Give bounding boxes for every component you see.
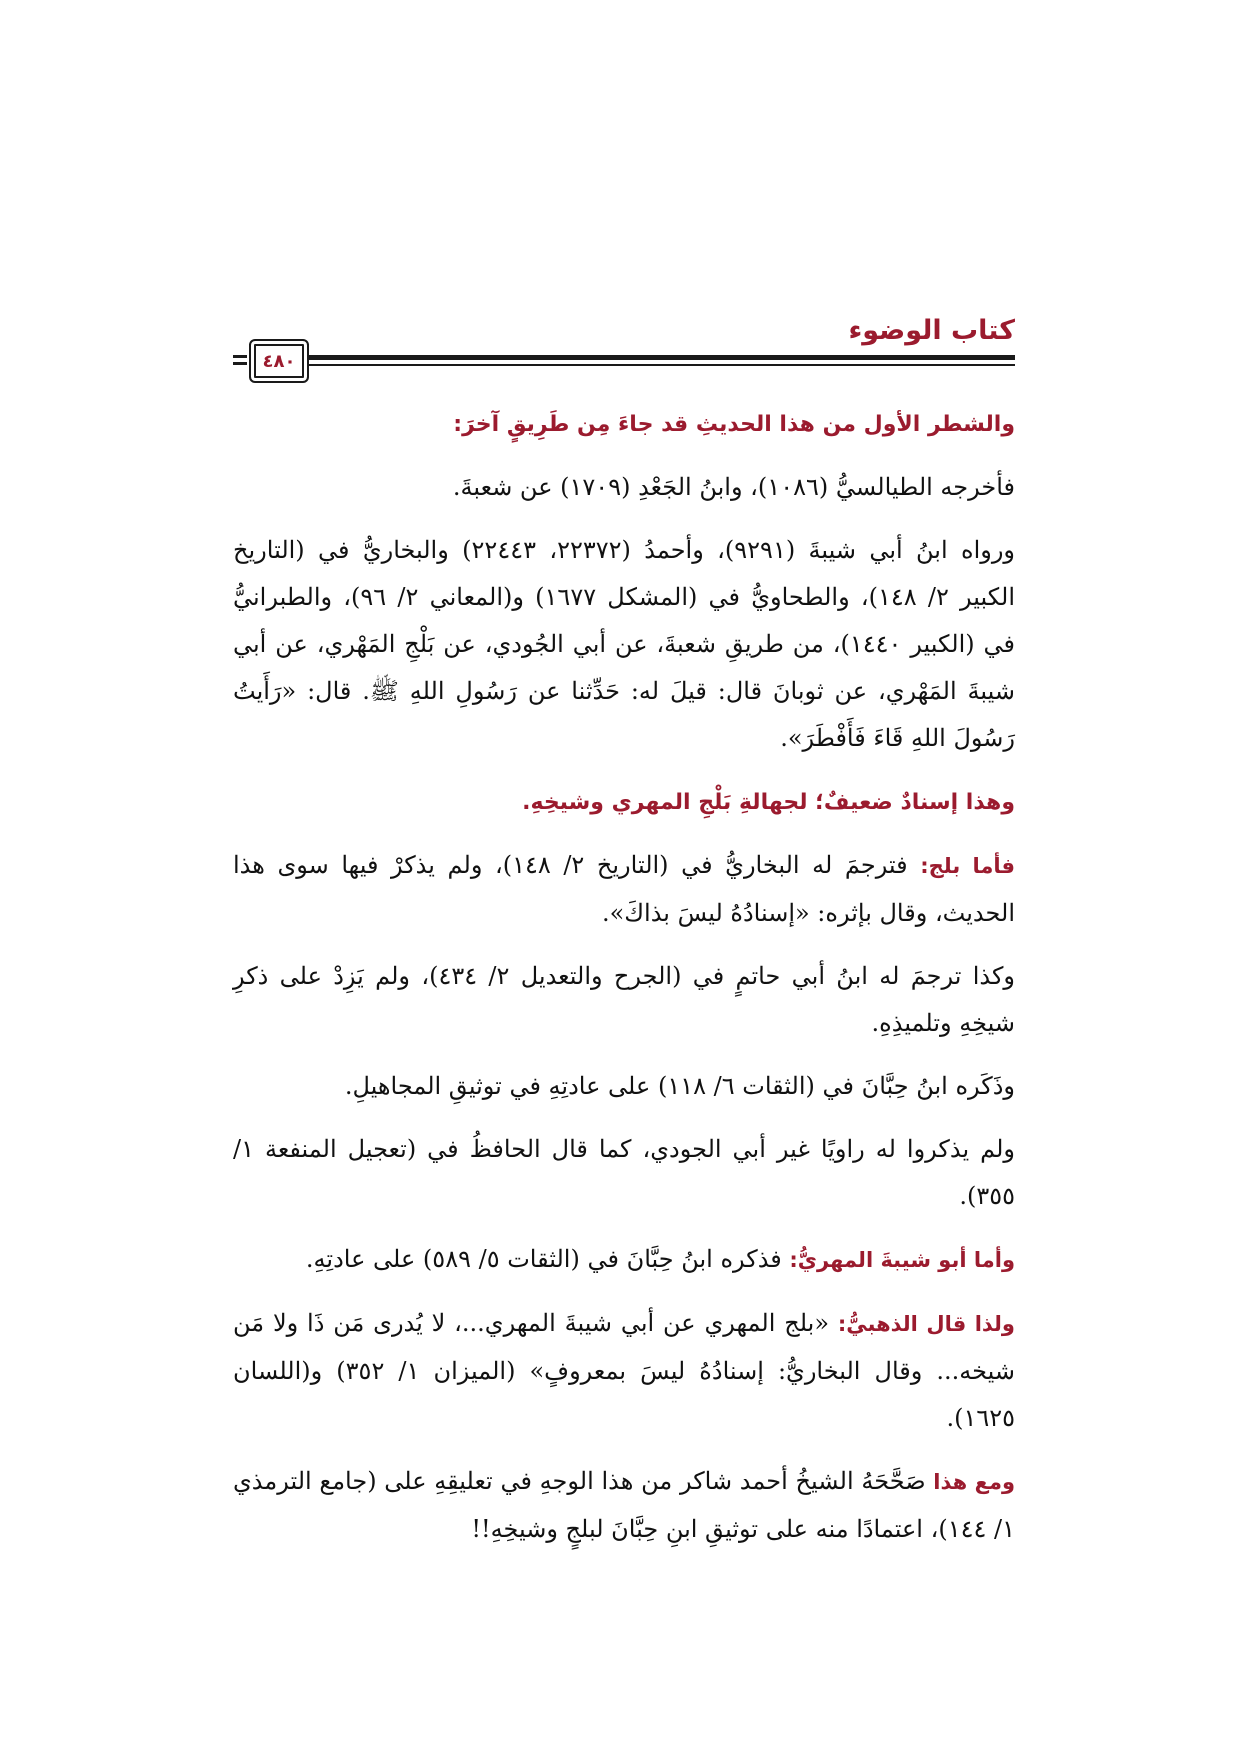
page-number: ٤٨٠ bbox=[262, 350, 296, 372]
paragraph-9 bbox=[233, 1458, 1015, 1553]
paragraph-text: صَحَّحَهُ الشيخُ أحمد شاكر من هذا الوجهِ في تعليقِهِ على (جامع الترمذي ١/ ١٤٤)، اعتمادًا منه على توثيقِ ابنِ حِبَّانَ لبلجٍ وشيخِهِ!! bbox=[233, 1467, 1015, 1543]
paragraph-lead: ولذا قال الذهبيُّ: bbox=[837, 1312, 1015, 1336]
paragraph-1: فأخرجه الطيالسيُّ (١٠٨٦)، وابنُ الجَعْدِ (١٧٠٩) عن شعبةَ. bbox=[452, 473, 1015, 501]
header-rule-left-bottom bbox=[233, 362, 247, 365]
section-heading-1 bbox=[233, 400, 1015, 448]
paragraph-7 bbox=[233, 1236, 1015, 1284]
paragraph-3 bbox=[233, 842, 1015, 937]
paragraph-6: ولم يذكروا له راويًا غير أبي الجودي، كما قال الحافظُ في (تعجيل المنفعة ١/ ٣٥٥). bbox=[233, 1135, 1015, 1210]
paragraph-text: «بلج المهري عن أبي شيبةَ المهري...، لا يُدرى مَن ذَا ولا مَن شيخه... وقال البخاريُّ: إسنادُهُ ليسَ بمعروفٍ» (الميزان ١/ ٣٥٢) و(اللسان ١٦٢٥). bbox=[233, 1309, 1015, 1432]
page-body bbox=[233, 400, 1015, 1569]
book-title: كتاب الوضوء bbox=[848, 315, 1015, 346]
header-rule-thick bbox=[307, 355, 1015, 360]
paragraph-lead: ومع هذا bbox=[933, 1470, 1015, 1494]
page-number-badge bbox=[249, 339, 309, 383]
paragraph-4: وكذا ترجمَ له ابنُ أبي حاتمٍ في (الجرح والتعديل ٢/ ٤٣٤)، ولم يَزِدْ على ذكرِ شيخِهِ وتلميذِهِ. bbox=[233, 962, 1016, 1037]
header-rule-thin bbox=[307, 364, 1015, 366]
paragraph-text: فترجمَ له البخاريُّ في (التاريخ ٢/ ١٤٨)، ولم يذكرْ فيها سوى هذا الحديث، وقال بإثره: «إسنادُهُ ليسَ بذاكَ». bbox=[233, 851, 1015, 927]
paragraph-2: ورواه ابنُ أبي شيبةَ (٩٢٩١)، وأحمدُ (٢٢٣٧٢، ٢٢٤٤٣) والبخاريُّ في (التاريخ الكبير ٢/ ١٤٨)، والطحاويُّ في (المشكل ١٦٧٧) و(المعاني ٢/ ٩٦)، والطبرانيُّ في (الكبير ١٤٤٠)، من طريقِ شعبةَ، عن أبي الجُودي، عن بَلْجِ المَهْري، عن أبي شيبةَ المَهْري، عن ثوبانَ قال: قيلَ له: حَدِّثنا عن رَسُولِ اللهِ ﷺ. قال: «رَأَيتُ رَسُولَ اللهِ قَاءَ فَأَفْطَرَ». bbox=[233, 536, 1016, 752]
heading-text: وهذا إسنادٌ ضعيفٌ؛ لجهالةِ بَلْجِ المهري وشيخِهِ. bbox=[522, 790, 1015, 815]
paragraph-lead: فأما بلج: bbox=[920, 854, 1015, 878]
paragraph-lead: وأما أبو شيبةَ المهريُّ: bbox=[789, 1248, 1015, 1272]
paragraph-5: وذَكَره ابنُ حِبَّانَ في (الثقات ٦/ ١١٨) على عادتِهِ في توثيقِ المجاهيلِ. bbox=[344, 1072, 1015, 1100]
paragraph-8 bbox=[233, 1300, 1015, 1442]
section-heading-2 bbox=[233, 778, 1015, 826]
heading-text: والشطر الأول من هذا الحديثِ قد جاءَ مِن طَرِيقٍ آخرَ: bbox=[453, 412, 1015, 437]
page-header bbox=[233, 315, 1015, 393]
header-rule-left-top bbox=[233, 355, 247, 358]
paragraph-text: فذكره ابنُ حِبَّانَ في (الثقات ٥/ ٥٨٩) على عادتِهِ. bbox=[305, 1245, 790, 1273]
